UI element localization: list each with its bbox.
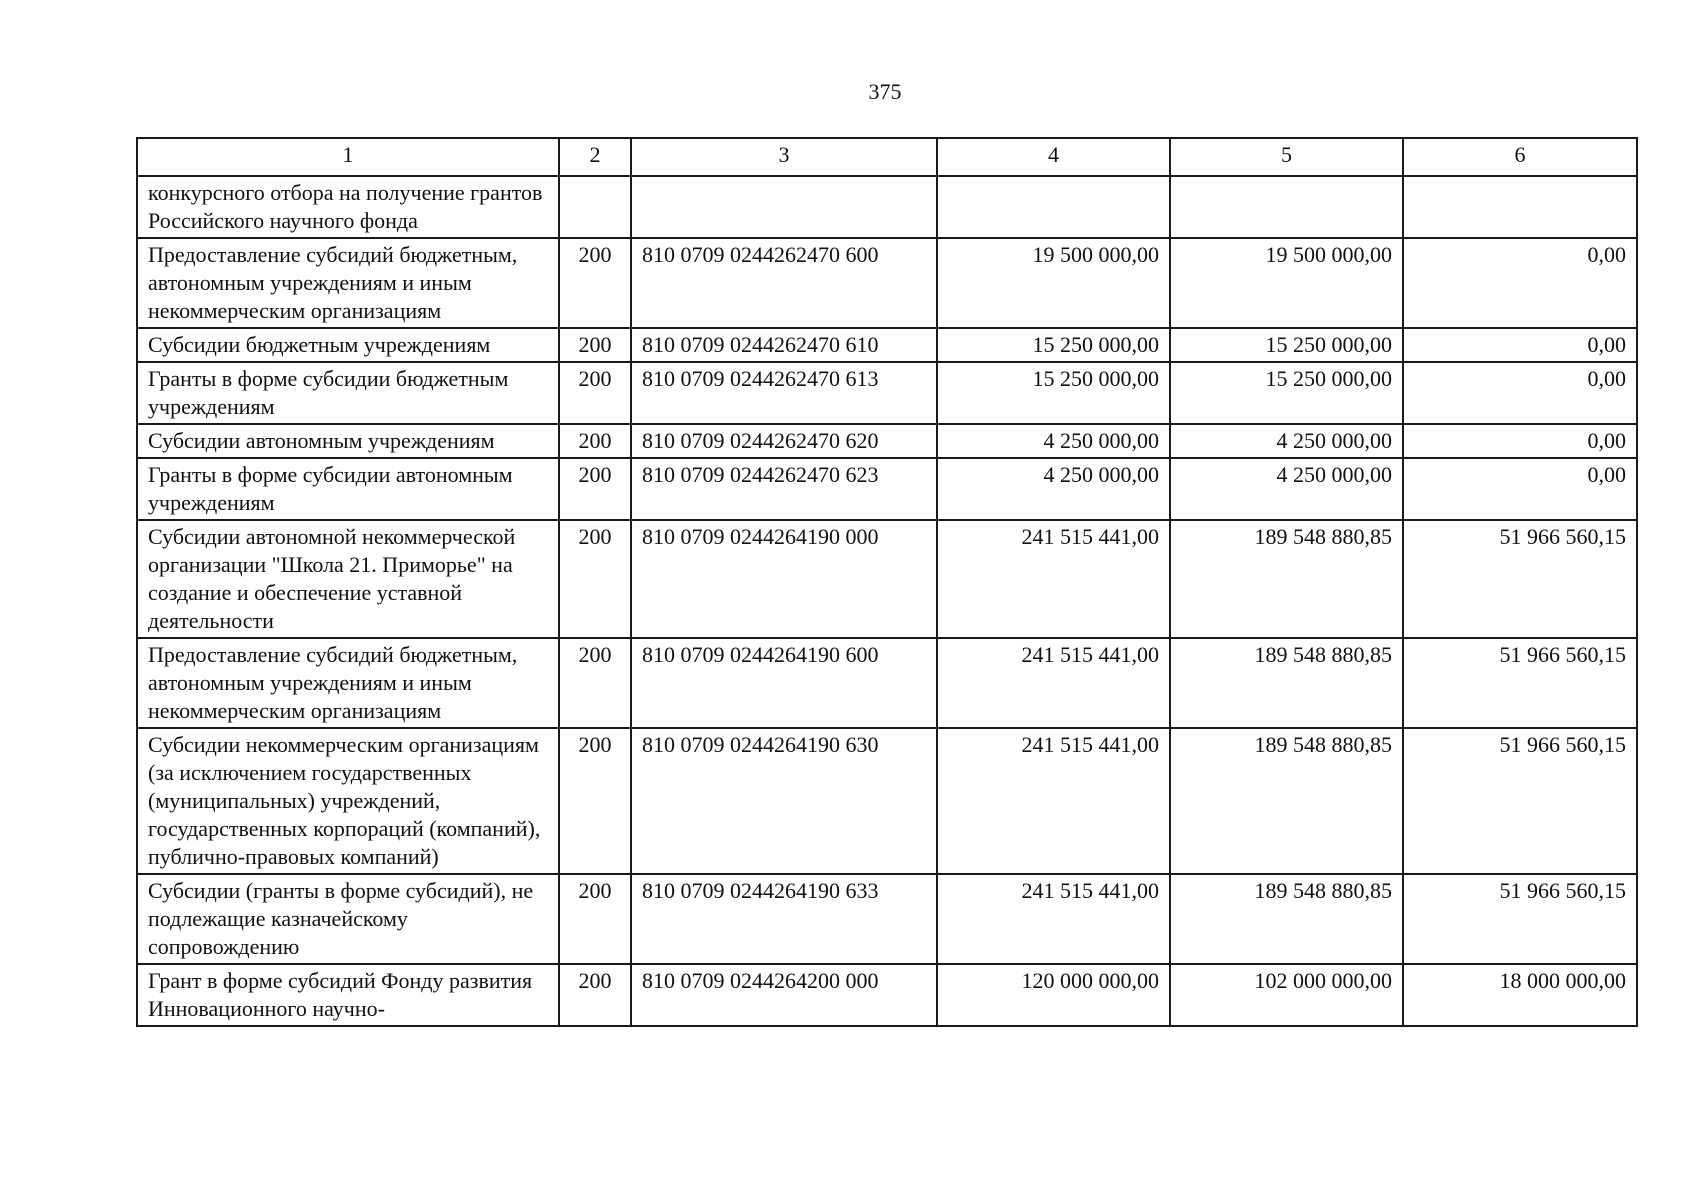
cell-amount-6: 0,00 [1403, 458, 1637, 520]
cell-amount-6: 0,00 [1403, 424, 1637, 458]
cell-name: Субсидии бюджетным учреждениям [137, 328, 559, 362]
cell-amount-6: 0,00 [1403, 328, 1637, 362]
column-header-1: 1 [137, 138, 559, 176]
cell-classification-code: 810 0709 0244262470 600 [631, 238, 937, 328]
cell-amount-6: 51 966 560,15 [1403, 638, 1637, 728]
cell-code: 200 [559, 638, 631, 728]
cell-classification-code: 810 0709 0244264190 630 [631, 728, 937, 874]
cell-classification-code: 810 0709 0244262470 613 [631, 362, 937, 424]
table-row [137, 424, 1637, 458]
cell-amount-5 [1170, 176, 1403, 238]
column-header-4: 4 [937, 138, 1170, 176]
table-row [137, 176, 1637, 238]
cell-name: Субсидии автономной некоммерческой организации "Школа 21. Приморье" на создание и обеспечение уставной деятельности [137, 520, 559, 638]
cell-classification-code: 810 0709 0244264200 000 [631, 964, 937, 1026]
column-header-2: 2 [559, 138, 631, 176]
table-row [137, 964, 1637, 1026]
cell-classification-code: 810 0709 0244264190 000 [631, 520, 937, 638]
cell-code: 200 [559, 238, 631, 328]
cell-amount-6: 51 966 560,15 [1403, 874, 1637, 964]
cell-name: Предоставление субсидий бюджетным, автономным учреждениям и иным некоммерческим организациям [137, 238, 559, 328]
page-number: 375 [868, 79, 902, 104]
cell-amount-4: 15 250 000,00 [937, 328, 1170, 362]
cell-amount-6: 0,00 [1403, 238, 1637, 328]
cell-amount-6 [1403, 176, 1637, 238]
cell-name: Предоставление субсидий бюджетным, автономным учреждениям и иным некоммерческим организациям [137, 638, 559, 728]
cell-amount-4: 241 515 441,00 [937, 728, 1170, 874]
column-header-5: 5 [1170, 138, 1403, 176]
cell-amount-4: 241 515 441,00 [937, 874, 1170, 964]
cell-amount-4: 19 500 000,00 [937, 238, 1170, 328]
table-row [137, 638, 1637, 728]
table-row [137, 362, 1637, 424]
cell-code: 200 [559, 458, 631, 520]
cell-code: 200 [559, 964, 631, 1026]
cell-classification-code: 810 0709 0244262470 623 [631, 458, 937, 520]
table-header [137, 138, 1637, 176]
cell-classification-code: 810 0709 0244262470 620 [631, 424, 937, 458]
cell-classification-code [631, 176, 937, 238]
cell-amount-6: 0,00 [1403, 362, 1637, 424]
budget-table [136, 137, 1638, 1027]
cell-name: Грант в форме субсидий Фонду развития Инновационного научно- [137, 964, 559, 1026]
table-row [137, 328, 1637, 362]
cell-amount-5: 102 000 000,00 [1170, 964, 1403, 1026]
cell-amount-4: 241 515 441,00 [937, 638, 1170, 728]
cell-amount-6: 18 000 000,00 [1403, 964, 1637, 1026]
cell-code: 200 [559, 424, 631, 458]
cell-amount-4: 4 250 000,00 [937, 458, 1170, 520]
cell-amount-5: 4 250 000,00 [1170, 458, 1403, 520]
cell-code [559, 176, 631, 238]
cell-name: Субсидии некоммерческим организациям (за исключением государственных (муниципальных) учреждений, государственных корпораций (компаний), публично-правовых компаний) [137, 728, 559, 874]
cell-name: конкурсного отбора на получение грантов Российского научного фонда [137, 176, 559, 238]
cell-classification-code: 810 0709 0244264190 633 [631, 874, 937, 964]
cell-code: 200 [559, 520, 631, 638]
cell-code: 200 [559, 362, 631, 424]
cell-amount-5: 15 250 000,00 [1170, 362, 1403, 424]
table-row [137, 458, 1637, 520]
table-row [137, 874, 1637, 964]
cell-code: 200 [559, 874, 631, 964]
cell-classification-code: 810 0709 0244262470 610 [631, 328, 937, 362]
cell-amount-5: 4 250 000,00 [1170, 424, 1403, 458]
table-row [137, 238, 1637, 328]
cell-amount-4: 120 000 000,00 [937, 964, 1170, 1026]
cell-amount-6: 51 966 560,15 [1403, 728, 1637, 874]
cell-classification-code: 810 0709 0244264190 600 [631, 638, 937, 728]
table-row [137, 728, 1637, 874]
cell-name: Субсидии автономным учреждениям [137, 424, 559, 458]
cell-amount-5: 189 548 880,85 [1170, 638, 1403, 728]
cell-name: Гранты в форме субсидии автономным учреждениям [137, 458, 559, 520]
header-row [137, 138, 1637, 176]
cell-amount-5: 189 548 880,85 [1170, 874, 1403, 964]
column-header-6: 6 [1403, 138, 1637, 176]
cell-amount-4: 4 250 000,00 [937, 424, 1170, 458]
cell-amount-4: 241 515 441,00 [937, 520, 1170, 638]
cell-amount-4 [937, 176, 1170, 238]
cell-code: 200 [559, 328, 631, 362]
cell-amount-6: 51 966 560,15 [1403, 520, 1637, 638]
cell-amount-5: 189 548 880,85 [1170, 520, 1403, 638]
cell-name: Гранты в форме субсидии бюджетным учреждениям [137, 362, 559, 424]
cell-amount-4: 15 250 000,00 [937, 362, 1170, 424]
cell-name: Субсидии (гранты в форме субсидий), не подлежащие казначейскому сопровождению [137, 874, 559, 964]
column-header-3: 3 [631, 138, 937, 176]
cell-amount-5: 15 250 000,00 [1170, 328, 1403, 362]
cell-code: 200 [559, 728, 631, 874]
cell-amount-5: 189 548 880,85 [1170, 728, 1403, 874]
cell-amount-5: 19 500 000,00 [1170, 238, 1403, 328]
table-row [137, 520, 1637, 638]
table-body [137, 176, 1637, 1026]
